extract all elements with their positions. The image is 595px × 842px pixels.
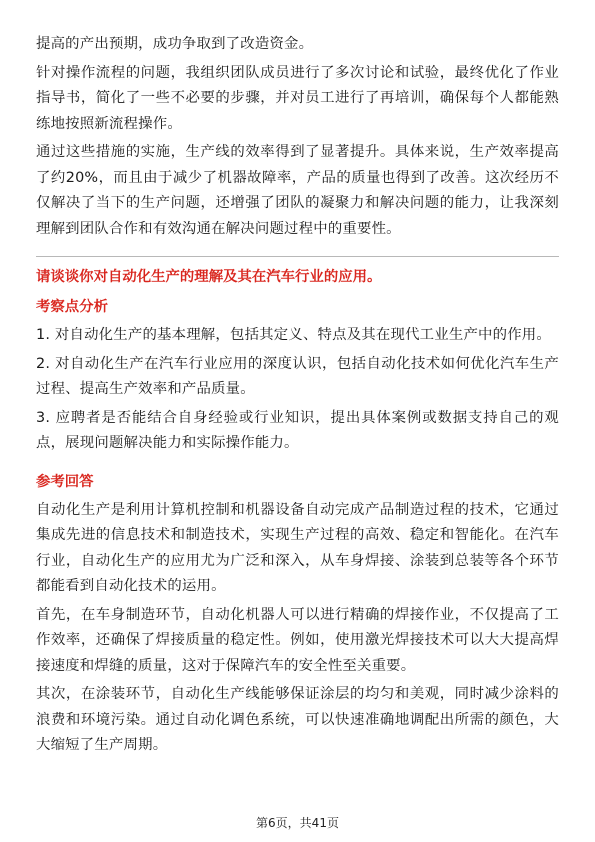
section-divider: [36, 256, 559, 257]
intro-paragraph-3: 通过这些措施的实施，生产线的效率得到了显著提升。具体来说，生产效率提高了约20%，而且由于减少了机器故障率，产品的质量也得到了改善。这次经历不仅解决了当下的生产问题，还增强了团队的凝聚力和解决问题的能力，让我深刻理解到团队合作和有效沟通在解决问题过程中的重要性。: [36, 144, 559, 237]
spacer: [36, 460, 559, 468]
analysis-item-1: 1. 对自动化生产的基本理解，包括其定义、特点及其在现代工业生产中的作用。: [36, 327, 551, 343]
answer-paragraph-3: 其次，在涂装环节，自动化生产线能够保证涂层的均匀和美观，同时减少涂料的浪费和环境污染。通过自动化调色系统，可以快速准确地调配出所需的颜色，大大缩短了生产周期。: [36, 686, 559, 753]
analysis-item-3: 3. 应聘者是否能结合自身经验或行业知识，提出具体案例或数据支持自己的观点，展现问题解决能力和实际操作能力。: [36, 409, 559, 451]
answer-paragraph-1: 自动化生产是利用计算机控制和机器设备自动完成产品制造过程的技术，它通过集成先进的信息技术和制造技术，实现生产过程的高效、稳定和智能化。在汽车行业，自动化生产的应用尤为广泛和深入，从车身焊接、涂装到总装等各个环节都能看到自动化技术的运用。: [36, 501, 559, 594]
answer-paragraph-2: 首先，在车身制造环节，自动化机器人可以进行精确的焊接作业，不仅提高了工作效率，还确保了焊接质量的稳定性。例如，使用激光焊接技术可以大大提高焊接速度和焊缝的质量，这对于保障汽车的安全性至关重要。: [36, 606, 559, 674]
analysis-item-2: 2. 对自动化生产在汽车行业应用的深度认识，包括自动化技术如何优化汽车生产过程、提高生产效率和产品质量。: [36, 355, 559, 397]
document-page: [36, 32, 559, 762]
intro-paragraph-1: 提高的产出预期，成功争取到了改造资金。: [36, 36, 314, 52]
intro-paragraph-2: 针对操作流程的问题，我组织团队成员进行了多次讨论和试验，最终优化了作业指导书，简化了一些不必要的步骤，并对员工进行了再培训，确保每个人都能熟练地按照新流程操作。: [36, 64, 559, 132]
answer-heading: 参考回答: [36, 473, 94, 490]
page-number: 第6页，共41页: [256, 816, 339, 830]
analysis-heading: 考察点分析: [36, 299, 108, 315]
interview-question: 请谈谈你对自动化生产的理解及其在汽车行业的应用。: [36, 269, 382, 285]
